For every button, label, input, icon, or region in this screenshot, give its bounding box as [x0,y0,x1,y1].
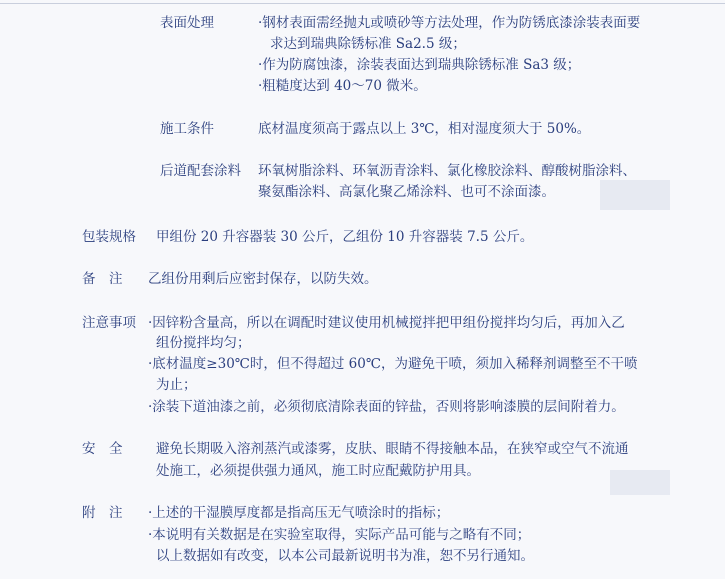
bleed-through-mark [600,180,670,210]
header-rule [0,3,725,4]
conditions-text: 底材温度须高于露点以上 3℃，相对湿度须大于 50%。 [258,121,591,137]
surface-line: ·钢材表面需经抛丸或喷砂等方法处理，作为防锈底漆涂装表面要 [258,15,641,31]
notes-line: ·底材温度≥30℃时，但不得超过 60℃，为避免干喷，须加入稀释剂调整至不干喷 [148,356,638,372]
surface-line: ·粗糙度达到 40～70 微米。 [258,78,427,94]
label-topcoat: 后道配套涂料 [160,163,241,179]
surface-line: ·作为防腐蚀漆，涂装表面达到瑞典除锈标准 Sa3 级； [258,57,581,73]
notes-line: ·涂装下道油漆之前，必须彻底清除表面的锌盐，否则将影响漆膜的层间附着力。 [148,399,625,415]
surface-line: 求达到瑞典除锈标准 Sa2.5 级； [270,36,466,52]
remarks-text: 乙组份用剩后应密封保存，以防失效。 [148,271,378,287]
appendix-line: ·上述的干湿膜厚度都是指高压无气喷涂时的指标； [148,505,450,521]
notes-line: 组份搅拌均匀； [156,335,251,351]
label-packaging: 包装规格 [82,229,136,245]
appendix-line: 以上数据如有改变，以本公司最新说明书为准，恕不另行通知。 [156,548,534,564]
notes-line: ·因锌粉含量高，所以在调配时建议使用机械搅拌把甲组份搅拌均匀后，再加入乙 [148,315,625,331]
label-remarks: 备 注 [82,271,123,287]
safety-line: 避免长期吸入溶剂蒸汽或漆雾，皮肤、眼睛不得接触本品，在狭窄或空气不流通 [156,441,629,457]
label-conditions: 施工条件 [160,121,214,137]
topcoat-line: 环氧树脂涂料、环氧沥青涂料、氯化橡胶涂料、醇酸树脂涂料、 [258,163,636,179]
notes-line: 为止； [156,377,197,393]
label-appendix: 附 注 [82,505,123,521]
safety-line: 处施工，必须提供强力通风，施工时应配戴防护用具。 [156,463,480,479]
packaging-text: 甲组份 20 升容器装 30 公斤，乙组份 10 升容器装 7.5 公斤。 [156,229,534,245]
label-surface-treatment: 表面处理 [160,15,214,31]
label-notes: 注意事项 [82,315,136,331]
topcoat-line: 聚氨酯涂料、高氯化聚乙烯涂料、也可不涂面漆。 [258,184,555,200]
appendix-line: ·本说明有关数据是在实验室取得，实际产品可能与之略有不同； [148,527,531,543]
bleed-through-mark [610,470,670,495]
label-safety: 安 全 [82,441,123,457]
